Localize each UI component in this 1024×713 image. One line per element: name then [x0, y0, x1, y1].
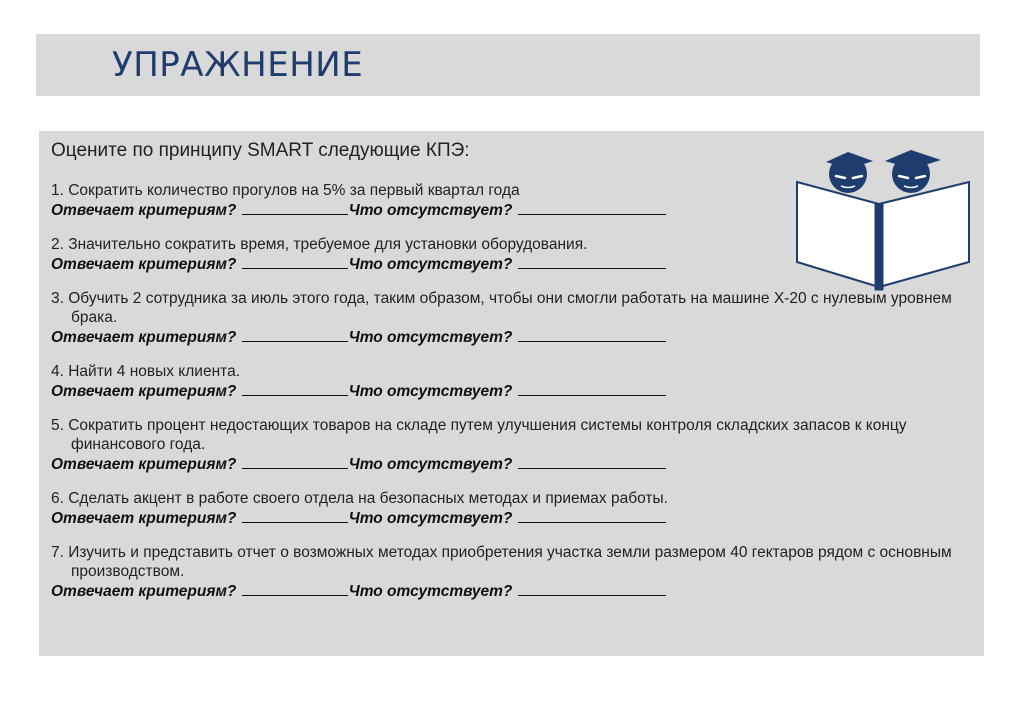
page-title: УПРАЖНЕНИЕ: [112, 45, 364, 85]
missing-answer-blank[interactable]: [518, 200, 666, 215]
graduates-reading-book-icon: [793, 132, 973, 292]
missing-label: Что отсутствует?: [348, 202, 513, 219]
answer-line: [51, 327, 971, 347]
missing-label: Что отсутствует?: [348, 583, 513, 600]
criteria-answer-blank[interactable]: [242, 327, 348, 342]
missing-label: Что отсутствует?: [348, 510, 513, 527]
criteria-answer-blank[interactable]: [242, 381, 348, 396]
answer-line: [51, 581, 971, 601]
answer-line: [51, 381, 971, 401]
criteria-answer-blank[interactable]: [242, 200, 348, 215]
open-book: [797, 182, 969, 290]
criteria-label: Отвечает критериям?: [51, 383, 237, 400]
kpi-item: [51, 543, 971, 601]
missing-answer-blank[interactable]: [518, 508, 666, 523]
missing-answer-blank[interactable]: [518, 327, 666, 342]
criteria-label: Отвечает критериям?: [51, 202, 237, 219]
missing-label: Что отсутствует?: [348, 329, 513, 346]
missing-label: Что отсутствует?: [348, 456, 513, 473]
kpi-text: 1. Сократить количество прогулов на 5% за первый квартал года: [51, 182, 520, 199]
kpi-item: [51, 289, 971, 347]
kpi-text: 3. Обучить 2 сотрудника за июль этого года, таким образом, чтобы они смогли работать на машине X-20 с нулевым уровнем брака.: [51, 290, 952, 326]
criteria-label: Отвечает критериям?: [51, 456, 237, 473]
criteria-answer-blank[interactable]: [242, 454, 348, 469]
criteria-label: Отвечает критериям?: [51, 256, 237, 273]
criteria-answer-blank[interactable]: [242, 508, 348, 523]
criteria-label: Отвечает критериям?: [51, 329, 237, 346]
missing-answer-blank[interactable]: [518, 381, 666, 396]
kpi-item: [51, 489, 971, 528]
criteria-label: Отвечает критериям?: [51, 583, 237, 600]
kpi-text: 7. Изучить и представить отчет о возможных методах приобретения участка земли размером 40 гектаров рядом с основным производством.: [51, 544, 952, 580]
kpi-item: [51, 362, 971, 401]
kpi-text: 5. Сократить процент недостающих товаров на складе путем улучшения системы контроля складских запасов к концу финансового года.: [51, 417, 907, 453]
header-band: [36, 34, 980, 96]
criteria-answer-blank[interactable]: [242, 581, 348, 596]
missing-label: Что отсутствует?: [348, 256, 513, 273]
answer-line: [51, 508, 971, 528]
kpi-item: [51, 416, 971, 474]
missing-answer-blank[interactable]: [518, 254, 666, 269]
kpi-text: 4. Найти 4 новых клиента.: [51, 363, 240, 380]
intro-text: Оцените по принципу SMART следующие КПЭ:: [51, 140, 470, 161]
missing-label: Что отсутствует?: [348, 383, 513, 400]
answer-line: [51, 454, 971, 474]
kpi-text: 2. Значительно сократить время, требуемое для установки оборудования.: [51, 236, 588, 253]
missing-answer-blank[interactable]: [518, 454, 666, 469]
criteria-answer-blank[interactable]: [242, 254, 348, 269]
missing-answer-blank[interactable]: [518, 581, 666, 596]
kpi-text: 6. Сделать акцент в работе своего отдела на безопасных методах и приемах работы.: [51, 490, 668, 507]
criteria-label: Отвечает критериям?: [51, 510, 237, 527]
